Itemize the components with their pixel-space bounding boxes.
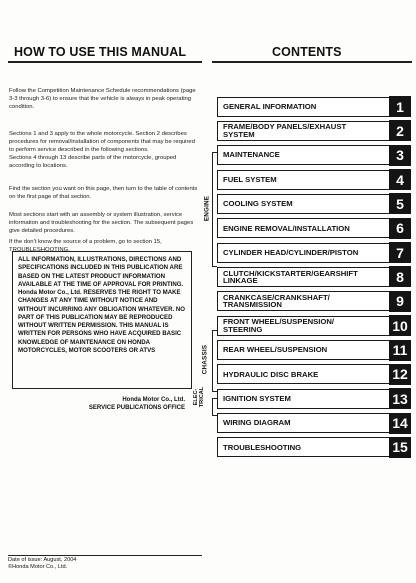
toc-entry-box bbox=[217, 389, 389, 409]
contents-title: CONTENTS bbox=[272, 45, 342, 59]
toc-entry-label: MAINTENANCE bbox=[223, 150, 280, 160]
engine-group-label: ENGINE bbox=[203, 195, 211, 222]
toc-entry-label: CLUTCH/KICKSTARTER/GEARSHIFT LINKAGE bbox=[223, 268, 358, 285]
company-block bbox=[73, 397, 185, 412]
toc-section-number: 1 bbox=[389, 96, 411, 117]
sections-paragraph bbox=[9, 122, 201, 178]
left-heading-rule bbox=[8, 61, 202, 63]
toc-entry[interactable] bbox=[217, 315, 411, 336]
toc-entry-box bbox=[217, 243, 389, 263]
paragraph-sections: Sections 1 and 3 apply to the whole motorcycle. Section 2 describes procedures for removal/installation of components that may be required to perform service described in the following sections. Sections 4 through 13 describe parts of the motorcycle, grouped according to locations. bbox=[9, 131, 195, 169]
toc-section-number: 6 bbox=[389, 218, 411, 239]
company-name: Honda Motor Co., Ltd. bbox=[122, 397, 185, 403]
toc-entry-label: FRONT WHEEL/SUSPENSION/ STEERING bbox=[223, 317, 335, 334]
toc-entry[interactable] bbox=[217, 340, 411, 361]
chassis-group-bracket bbox=[212, 330, 217, 392]
toc-entry-label: REAR WHEEL/SUSPENSION bbox=[223, 345, 328, 355]
toc-section-number: 8 bbox=[389, 266, 411, 287]
toc-entry[interactable] bbox=[217, 120, 411, 141]
paragraph-maintenance: Follow the Competition Maintenance Schedule recommendations (page 3-3 through 3-6) to ensure that the vehicle is always in peak operating condition. bbox=[9, 88, 196, 110]
toc-entry-label: HYDRAULIC DISC BRAKE bbox=[223, 369, 319, 379]
toc-entry-box bbox=[217, 291, 389, 311]
paragraph-find: Find the section you want on this page, then turn to the table of contents on the first page of that section. bbox=[9, 186, 198, 200]
toc-section-number: 5 bbox=[389, 193, 411, 214]
company-office: SERVICE PUBLICATIONS OFFICE bbox=[88, 404, 185, 411]
toc-section-number: 13 bbox=[389, 388, 411, 409]
toc-section-number: 4 bbox=[389, 169, 411, 190]
toc-entry-box bbox=[217, 194, 389, 214]
toc-section-number: 12 bbox=[389, 364, 411, 385]
toc-entry-box bbox=[217, 97, 389, 117]
toc-section-number: 9 bbox=[389, 291, 411, 312]
toc-entry[interactable] bbox=[217, 96, 411, 117]
toc-entry-box bbox=[217, 413, 389, 433]
legal-notice-text: ALL INFORMATION, ILLUSTRATIONS, DIRECTIONS AND SPECIFICATIONS INCLUDED IN THIS PUBLICATION ARE BASED ON THE LATEST PRODUCT INFORMATION AVAILABLE AT THE TIME OF APPROVAL FOR PRINTING. Honda Motor Co., Ltd. RESERVES THE RIGHT TO MAKE CHANGES AT ANY TIME WITHOUT NOTICE AND WITHOUT INCURRING ANY OBLIGATION WHATEVER. NO PART OF THIS PUBLICATION MAY BE REPRODUCED WITHOUT WRITTEN PERMISSION. THIS MANUAL IS WRITTEN FOR PERSONS WHO HAVE ACQUIRED BASIC KNOWLEDGE OF MAINTENANCE ON HONDA MOTORCYCLES, MOTOR SCOOTERS OR ATVS bbox=[18, 256, 186, 354]
toc-section-number: 2 bbox=[389, 120, 411, 141]
toc-entry-label: CYLINDER HEAD/CYLINDER/PISTON bbox=[223, 247, 359, 257]
footer-rule bbox=[8, 555, 202, 556]
toc-entry[interactable] bbox=[217, 218, 411, 239]
toc-entry-label: COOLING SYSTEM bbox=[223, 199, 293, 209]
toc-entry-label: TROUBLESHOOTING bbox=[223, 442, 302, 452]
legal-notice-box bbox=[12, 251, 192, 389]
copyright: ©Honda Motor Co., Ltd. bbox=[8, 564, 68, 571]
troubleshoot-paragraph-visible bbox=[9, 238, 201, 254]
toc-entry-box bbox=[217, 316, 389, 336]
toc-entry-box bbox=[217, 218, 389, 238]
chassis-group-label: CHASSIS bbox=[201, 344, 209, 375]
toc-entry-label: IGNITION SYSTEM bbox=[223, 393, 291, 403]
toc-entry-box bbox=[217, 145, 389, 165]
toc-entry-box bbox=[217, 437, 389, 457]
toc-section-number: 11 bbox=[389, 340, 411, 361]
paragraph-structure: Most sections start with an assembly or system illustration, service information and troubleshooting for the section. The subsequent pages give detailed procedures. bbox=[9, 212, 194, 234]
toc-entry[interactable] bbox=[217, 291, 411, 312]
toc-entry[interactable] bbox=[217, 388, 411, 409]
toc-section-number: 14 bbox=[389, 413, 411, 434]
toc-entry-box bbox=[217, 364, 389, 384]
footer bbox=[8, 557, 76, 572]
toc-entry[interactable] bbox=[217, 169, 411, 190]
engine-group-bracket bbox=[212, 152, 217, 267]
toc-section-number: 3 bbox=[389, 145, 411, 166]
manual-guide-title: HOW TO USE THIS MANUAL bbox=[14, 45, 187, 59]
find-paragraph bbox=[9, 185, 201, 201]
issue-date: Date of issue: August, 2004 bbox=[8, 557, 77, 563]
electrical-group-text: ELEC- TRICAL bbox=[193, 386, 206, 408]
intro-paragraph bbox=[9, 87, 201, 111]
right-heading-rule bbox=[212, 61, 412, 63]
toc-entry-label: ENGINE REMOVAL/INSTALLATION bbox=[223, 223, 350, 233]
toc-entry-label: CRANKCASE/CRANKSHAFT/ TRANSMISSION bbox=[223, 292, 330, 310]
toc-entry-box bbox=[217, 340, 389, 360]
toc-section-number: 7 bbox=[389, 242, 411, 263]
toc-section-number: 10 bbox=[389, 315, 411, 336]
toc-entry-box bbox=[217, 170, 389, 190]
toc-entry[interactable] bbox=[217, 364, 411, 385]
toc-entry[interactable] bbox=[217, 266, 411, 287]
toc-section-number: 15 bbox=[389, 437, 411, 458]
toc-entry[interactable] bbox=[217, 193, 411, 214]
toc-entry-label: WIRING DIAGRAM bbox=[223, 418, 291, 428]
toc-entry-label: FUEL SYSTEM bbox=[223, 174, 277, 184]
toc-entry-label: GENERAL INFORMATION bbox=[223, 101, 317, 111]
paragraph-troubleshoot: If the don't know the source of a problem, go to section 15, TROUBLESHOOTING. bbox=[9, 239, 162, 253]
structure-paragraph bbox=[9, 211, 201, 235]
electrical-group-label bbox=[193, 385, 215, 409]
toc-entry[interactable] bbox=[217, 242, 411, 263]
toc-entry[interactable] bbox=[217, 145, 411, 166]
toc-entry-box bbox=[217, 121, 389, 141]
toc-entry-label: FRAME/BODY PANELS/EXHAUST SYSTEM bbox=[223, 122, 347, 139]
toc-entry[interactable] bbox=[217, 413, 411, 434]
toc-entry[interactable] bbox=[217, 437, 411, 458]
toc-entry-box bbox=[217, 267, 389, 287]
